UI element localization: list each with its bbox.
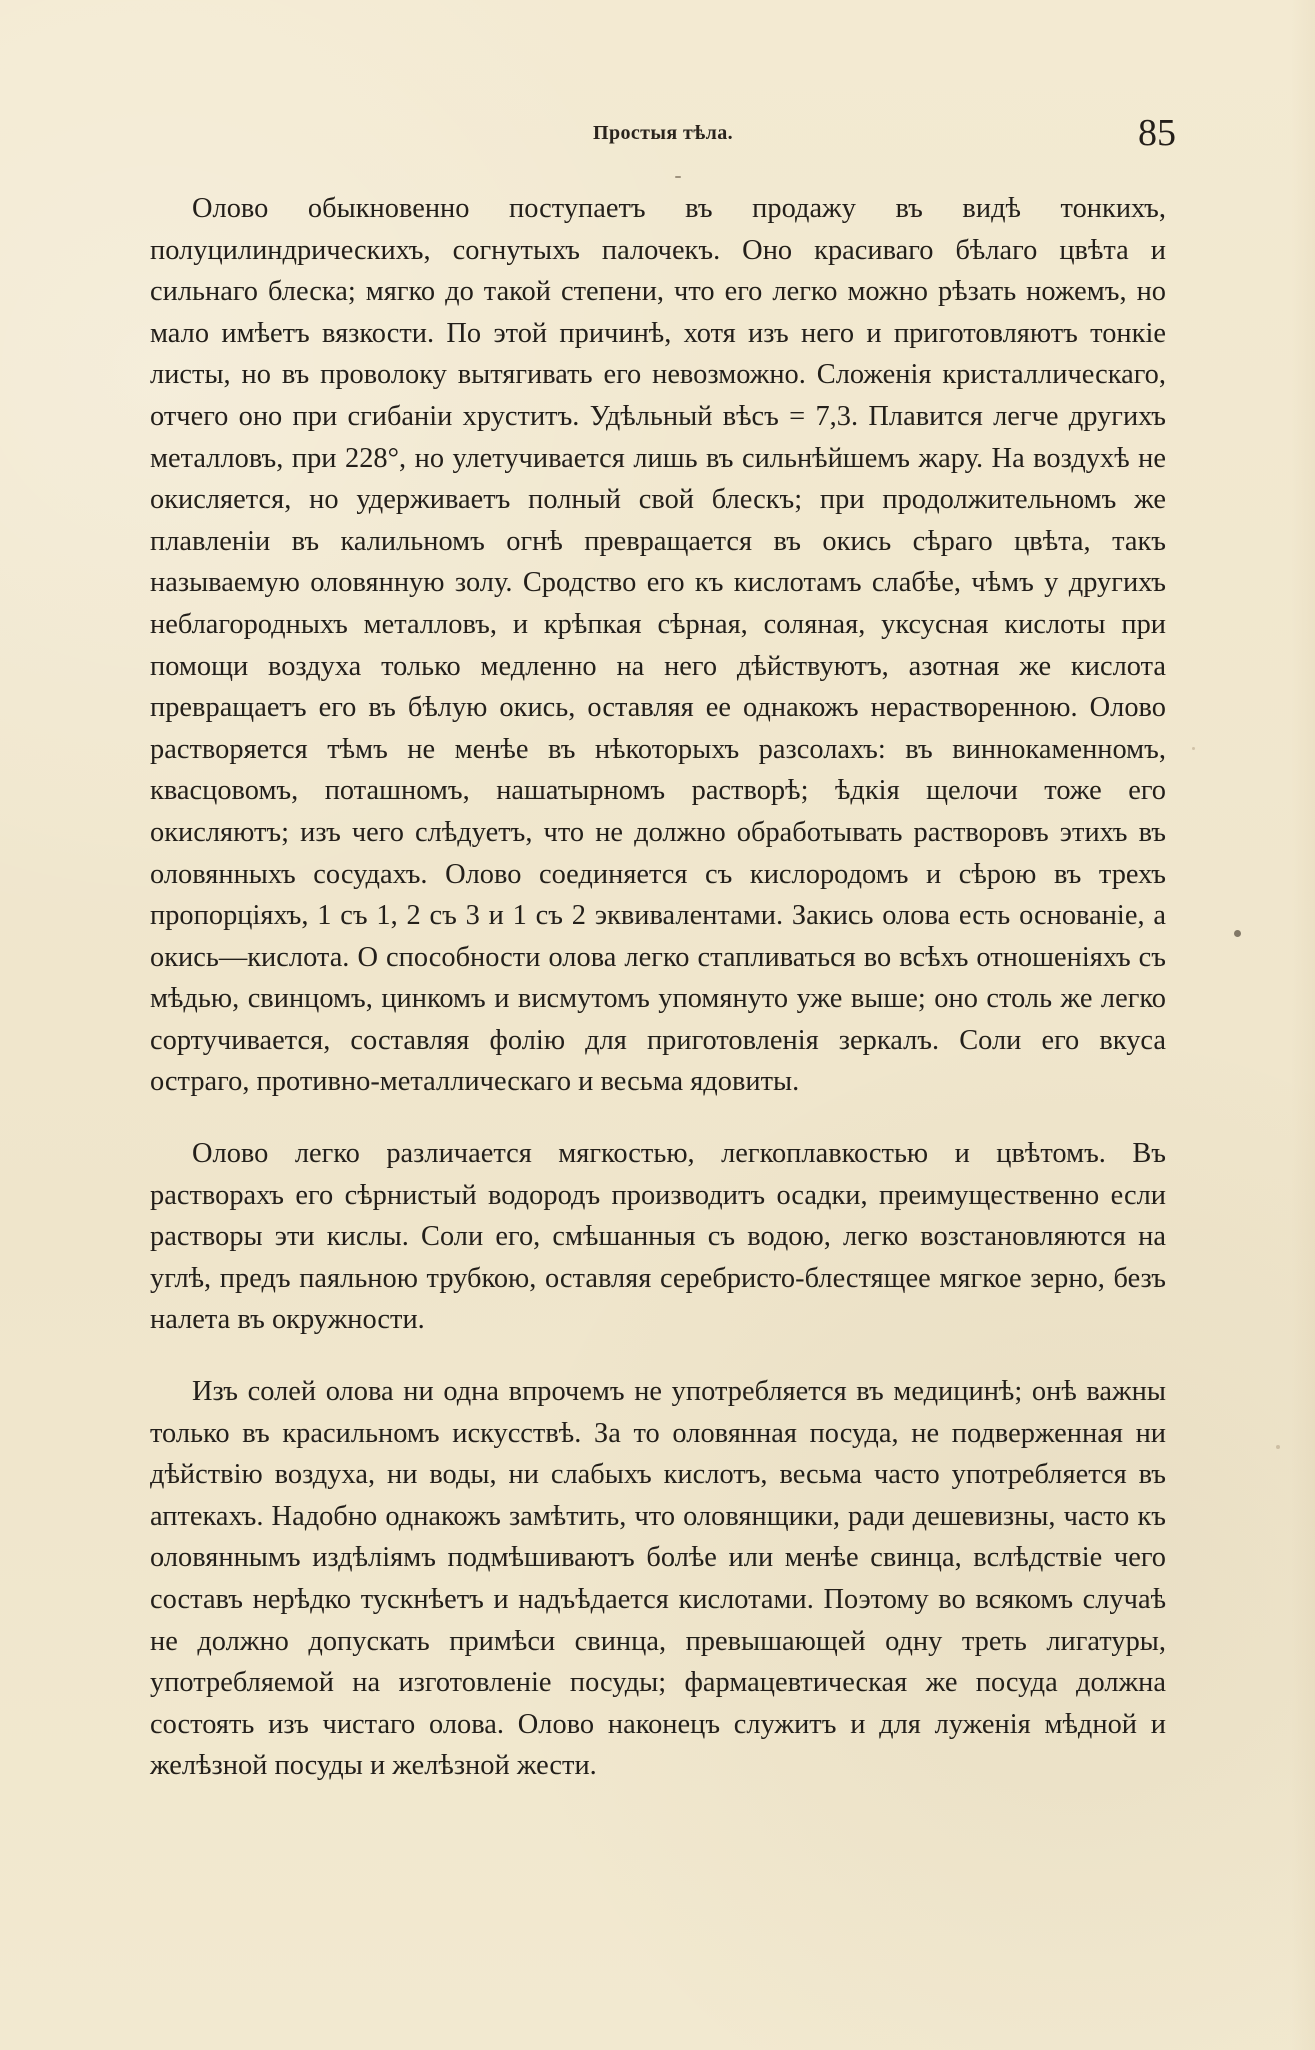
page-edge-shadow (1291, 0, 1315, 2050)
ink-spot (1234, 930, 1241, 937)
page-body (150, 188, 1166, 1787)
paragraph-tin-properties: Олово обыкновенно поступаетъ въ продажу въ видѣ тонкихъ, полуцилиндрическихъ, согнутыхъ палочекъ. Оно красиваго бѣлаго цвѣта и сильнаго блеска; мягко до такой степени, что его легко можно рѣзать ножемъ, но мало имѣетъ вязкости. По этой причинѣ, хотя изъ него и приготовляютъ тонкіе листы, но въ проволоку вытягивать его невозможно. Сложенія кристаллическаго, отчего оно при сгибаніи хруститъ. Удѣльный вѣсъ = 7,3. Плавится легче другихъ металловъ, при 228°, но улетучивается лишь въ сильнѣйшемъ жару. На воздухѣ не окисляется, но удерживаетъ полный свой блескъ; при продолжительномъ же плавленіи въ калильномъ огнѣ превращается въ окись сѣраго цвѣта, такъ называемую оловянную золу. Сродство его къ кислотамъ слабѣе, чѣмъ у другихъ неблагородныхъ металловъ, и крѣпкая сѣрная, соляная, уксусная кислоты при помощи воздуха только медленно на него дѣйствуютъ, азотная же кислота превращаетъ его въ бѣлую окись, оставляя ее однакожъ нерастворенною. Олово растворяется тѣмъ не менѣе въ нѣкоторыхъ разсолахъ: въ виннокаменномъ, квасцовомъ, поташномъ, нашатырномъ растворѣ; ѣдкія щелочи тоже его окисляютъ; изъ чего слѣдуетъ, что не должно обработывать растворовъ этихъ въ оловянныхъ сосудахъ. Олово соединяется съ кислородомъ и сѣрою въ трехъ пропорціяхъ, 1 съ 1, 2 съ 3 и 1 съ 2 эквивалентами. Закись олова есть основаніе, а окись—кислота. О способности олова легко стапливаться во всѣхъ отношеніяхъ съ мѣдью, свинцомъ, цинкомъ и висмутомъ упомянуто уже выше; оно столь же легко сортучивается, составляя фолію для приготовленія зеркалъ. Соли его вкуса остраго, противно-металлическаго и весьма ядовиты. (150, 193, 1166, 1098)
paper-speck (1192, 747, 1195, 750)
paper-speck (1276, 1445, 1280, 1449)
paragraph-tin-usage: Изъ солей олова ни одна впрочемъ не употребляется въ медицинѣ; онѣ важны только въ красильномъ искусствѣ. За то оловянная посуда, не подверженная ни дѣйствію воздуха, ни воды, ни слабыхъ кислотъ, весьма часто употребляется въ аптекахъ. Надобно однакожъ замѣтить, что оловянщики, ради дешевизны, часто къ оловяннымъ издѣліямъ подмѣшиваютъ болѣе или менѣе свинца, вслѣдствіе чего составъ нерѣдко тускнѣетъ и надъѣдается кислотами. Поэтому во всякомъ случаѣ не должно допускать примѣси свинца, превышающей одну треть лигатуры, употребляемой на изготовленіе посуды; фармацевтическая же посуда должна состоять изъ чистаго олова. Олово наконецъ служитъ и для луженія мѣдной и желѣзной посуды и желѣзной жести. (150, 1376, 1166, 1782)
page-number: 85 (1138, 112, 1176, 154)
page-header (0, 110, 1315, 170)
printing-mark (675, 176, 681, 178)
running-head: Простыя тѣла. (593, 122, 734, 144)
paragraph-tin-identification: Олово легко различается мягкостью, легкоплавкостью и цвѣтомъ. Въ растворахъ его сѣрнистый водородъ производитъ осадки, преимущественно если растворы эти кислы. Соли его, смѣшанныя съ водою, легко возстановляются на углѣ, предъ паяльною трубкою, оставляя серебристо-блестящее мягкое зерно, безъ налета въ окружности. (150, 1138, 1166, 1336)
